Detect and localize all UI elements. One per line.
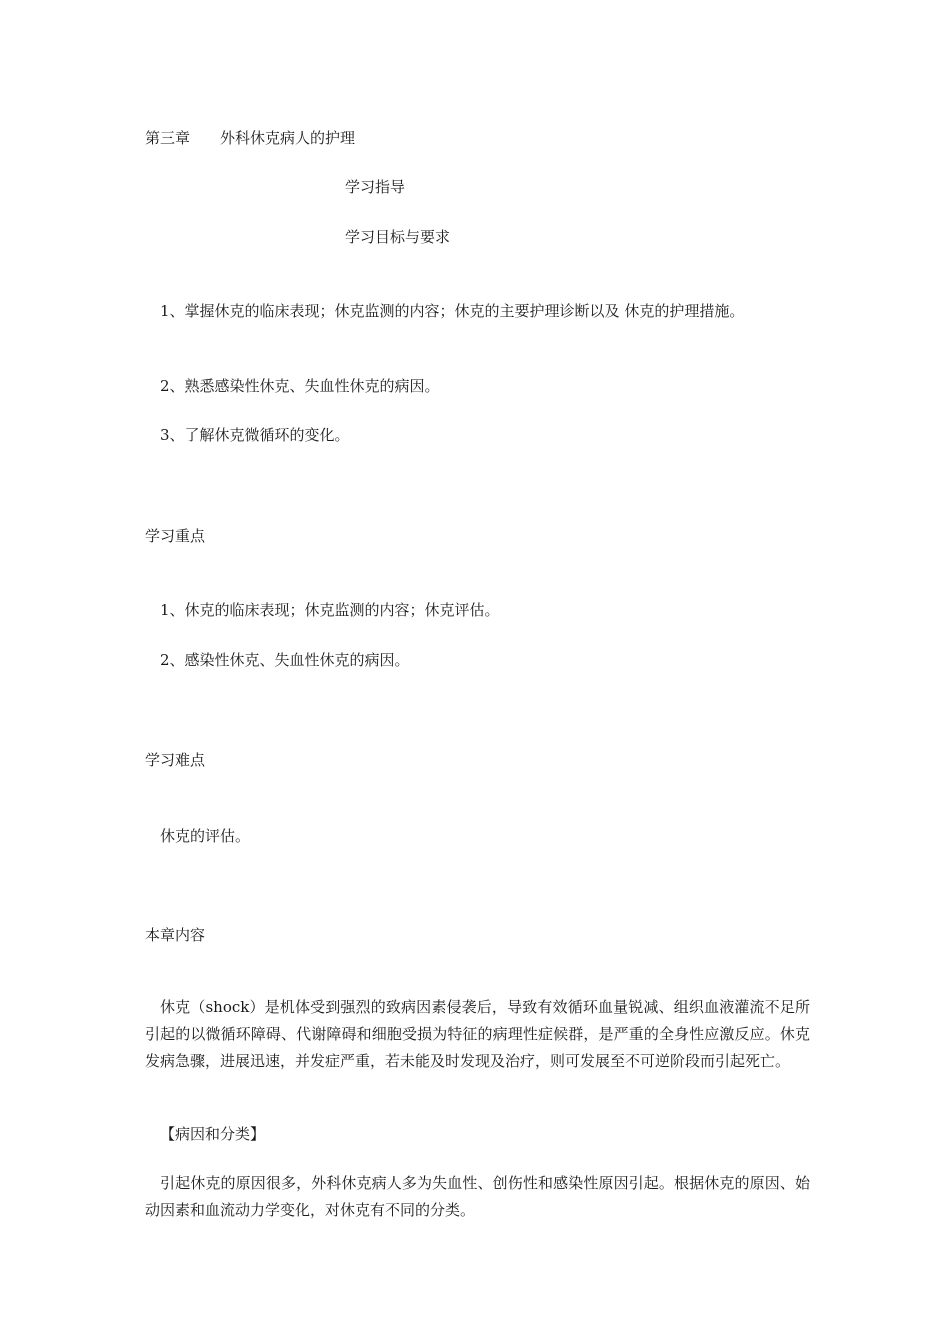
objective-item: 2、熟悉感染性休克、失血性休克的病因。 [160,377,440,395]
objective-item: 3、了解休克微循环的变化。 [160,426,350,444]
key-point-item: 2、感染性休克、失血性休克的病因。 [160,651,410,669]
content-heading: 本章内容 [145,926,206,944]
guide-heading: 学习指导 [345,178,406,196]
intro-paragraph: 休克（shock）是机体受到强烈的致病因素侵袭后，导致有效循环血量锐减、组织血液灌流不足所引起的以微循环障碍、代谢障碍和细胞受损为特征的病理性症候群，是严重的全身性应激反应。休克发病急骤，进展迅速，并发症严重，若未能及时发现及治疗，则可发展至不可逆阶段而引起死亡。 [145,998,810,1070]
chapter-heading [145,127,355,149]
objective-item: 1、掌握休克的临床表现；休克监测的内容；休克的主要护理诊断以及 休克的护理措施。 [160,302,745,320]
objectives-heading: 学习目标与要求 [345,228,451,246]
etiology-heading: 【病因和分类】 [160,1125,266,1143]
chapter-title: 外科休克病人的护理 [220,129,356,147]
difficulties-heading: 学习难点 [145,751,206,769]
chapter-number: 第三章 [145,129,191,147]
etiology-paragraph: 引起休克的原因很多，外科休克病人多为失血性、创伤性和感染性原因引起。根据休克的原因、始动因素和血流动力学变化，对休克有不同的分类。 [145,1174,810,1219]
key-point-item: 1、休克的临床表现；休克监测的内容；休克评估。 [160,601,500,619]
difficulty-item: 休克的评估。 [160,827,251,845]
key-points-heading: 学习重点 [145,527,206,545]
